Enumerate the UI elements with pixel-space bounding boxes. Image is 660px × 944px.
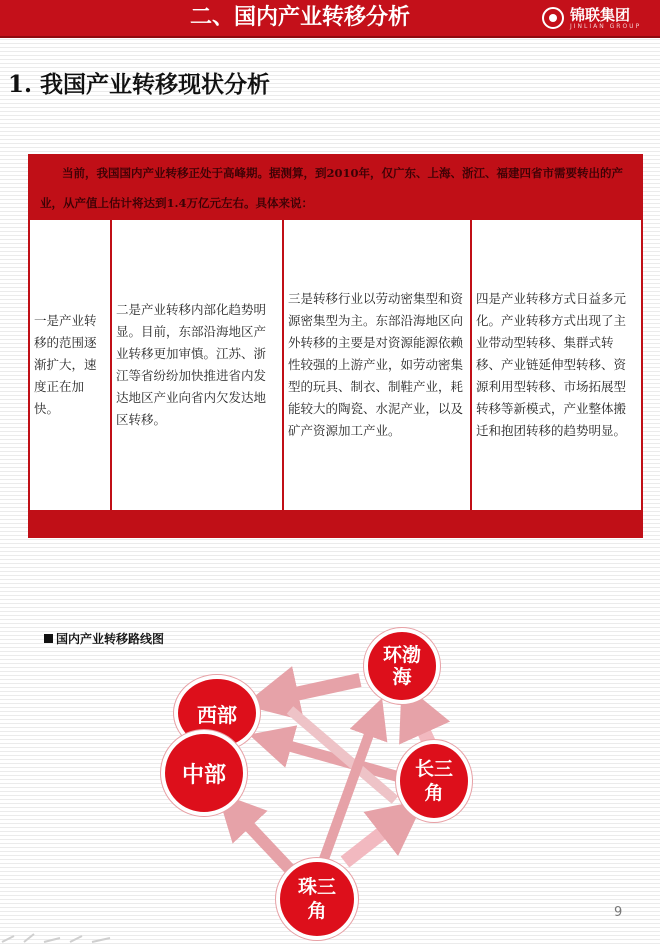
node-zhongbu-label: 中部 bbox=[181, 762, 226, 788]
column-2-text: 二是产业转移内部化趋势明显。目前，东部沿海地区产业转移更加审慎。江苏、浙江等省纷纷加快推进省内发达地区产业向省内欠发达地区转移。 bbox=[116, 302, 267, 427]
arrow-huanbohai-to-xibu bbox=[268, 680, 360, 700]
node-changsanjiao bbox=[396, 740, 472, 822]
logo-text: 锦联集团 bbox=[570, 5, 631, 24]
node-huanbohai bbox=[364, 628, 440, 704]
node-xibu-label: 西部 bbox=[197, 702, 237, 727]
column-4-text: 四是产业转移方式日益多元化。产业转移方式出现了主业带动型转移、集群式转移、产业链延伸型转移、资源利用型转移、市场拓展型转移等新模式，产业整体搬迁和抱团转移的趋势明显。 bbox=[476, 291, 627, 438]
intro-text: 当前，我国国内产业转移正处于高峰期。据测算，到2010年，仅广东、上海、浙江、福建四省市需要转出的产业，从产值上估计将达到1.4万亿元左右。具体来说： bbox=[40, 166, 624, 210]
node-changsanjiao-label: 长三角 bbox=[414, 758, 453, 804]
slide-title: 二、国内产业转移分析 bbox=[189, 5, 410, 30]
page-number: 9 bbox=[614, 905, 623, 920]
logo-subtext: JINLIAN GROUP bbox=[570, 22, 642, 30]
section-heading: 1. 我国产业转移现状分析 bbox=[8, 71, 271, 98]
node-zhusanjiao bbox=[276, 858, 358, 940]
arrow-zhusanjiao-to-changsanjiao bbox=[345, 815, 405, 862]
arrow-zhusanjiao-to-zhongbu bbox=[232, 808, 298, 878]
arrow-changsanjiao-to-huanbohai bbox=[412, 705, 430, 745]
footer-decoration bbox=[0, 930, 140, 944]
node-zhongbu bbox=[161, 730, 247, 816]
node-huanbohai-label: 环渤海 bbox=[382, 644, 421, 688]
route-map-title-text: 国内产业转移路线图 bbox=[56, 632, 165, 646]
node-zhusanjiao-label: 珠三角 bbox=[297, 876, 336, 922]
column-1-text: 一是产业转移的范围逐渐扩大，速度正在加快。 bbox=[34, 313, 97, 416]
column-3-text: 三是转移行业以劳动密集型和资源密集型为主。东部沿海地区向外转移的主要是对资源能源依赖性较强的上游产业，如劳动密集型的玩具、制衣、制鞋产业，耗能较大的陶瓷、水泥产业，以及矿产资源加工产业。 bbox=[288, 291, 464, 438]
